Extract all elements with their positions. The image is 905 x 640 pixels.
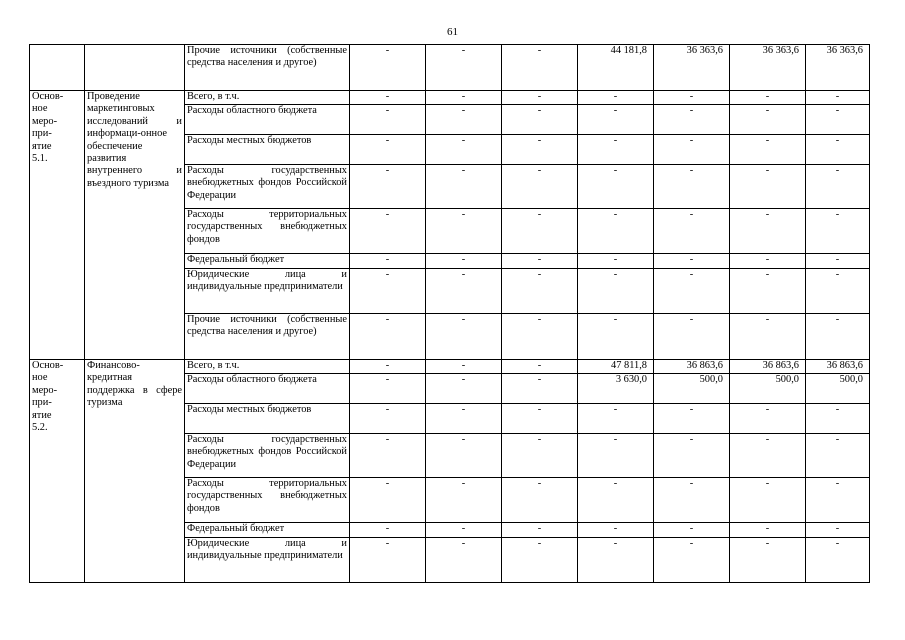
value-cell: - xyxy=(730,314,806,360)
value-cell: - xyxy=(426,269,502,314)
value-cell: - xyxy=(426,105,502,135)
value-cell: - xyxy=(654,404,730,434)
measure-cell xyxy=(30,45,85,91)
value-cell: - xyxy=(350,314,426,360)
value-cell: - xyxy=(806,478,870,523)
funding-source-cell: Расходы территориальных государственных внебюджетных фондов xyxy=(185,478,350,523)
value-cell: - xyxy=(426,478,502,523)
value-cell: - xyxy=(806,135,870,165)
value-cell: - xyxy=(654,165,730,209)
value-cell: - xyxy=(426,434,502,478)
value-cell: - xyxy=(502,254,578,269)
value-cell: - xyxy=(578,478,654,523)
value-cell: - xyxy=(730,434,806,478)
table-row xyxy=(30,45,870,91)
value-cell: - xyxy=(654,314,730,360)
value-cell: - xyxy=(654,478,730,523)
page-number: 61 xyxy=(447,26,458,38)
value-cell: - xyxy=(730,538,806,583)
funding-source-cell: Расходы местных бюджетов xyxy=(185,404,350,434)
value-cell: - xyxy=(502,538,578,583)
activity-name-cell: Финансово-кредитная поддержка в сфере туризма xyxy=(85,360,185,583)
value-cell: 500,0 xyxy=(730,374,806,404)
value-cell: 500,0 xyxy=(654,374,730,404)
value-cell: - xyxy=(502,434,578,478)
value-cell: - xyxy=(350,165,426,209)
funding-source-cell: Прочие источники (собственные средства населения и другое) xyxy=(185,45,350,91)
value-cell: - xyxy=(426,360,502,374)
value-cell: - xyxy=(426,374,502,404)
value-cell: - xyxy=(350,523,426,538)
value-cell: - xyxy=(730,269,806,314)
value-cell: 36 863,6 xyxy=(654,360,730,374)
value-cell: - xyxy=(654,269,730,314)
value-cell: - xyxy=(578,105,654,135)
funding-source-cell: Расходы государственных внебюджетных фондов Российской Федерации xyxy=(185,434,350,478)
table-body xyxy=(30,45,870,583)
funding-source-cell: Федеральный бюджет xyxy=(185,523,350,538)
funding-source-cell: Всего, в т.ч. xyxy=(185,91,350,105)
value-cell: - xyxy=(730,135,806,165)
value-cell: - xyxy=(350,538,426,583)
value-cell: - xyxy=(654,209,730,254)
value-cell: - xyxy=(654,538,730,583)
value-cell: - xyxy=(426,314,502,360)
value-cell: - xyxy=(730,254,806,269)
value-cell: - xyxy=(350,45,426,91)
value-cell: - xyxy=(578,91,654,105)
value-cell: - xyxy=(350,254,426,269)
value-cell: - xyxy=(502,45,578,91)
value-cell: - xyxy=(578,404,654,434)
value-cell: - xyxy=(654,434,730,478)
funding-source-cell: Прочие источники (собственные средства населения и другое) xyxy=(185,314,350,360)
value-cell: - xyxy=(426,45,502,91)
value-cell: 36 863,6 xyxy=(730,360,806,374)
value-cell: - xyxy=(578,523,654,538)
value-cell: 36 363,6 xyxy=(806,45,870,91)
value-cell: - xyxy=(502,360,578,374)
value-cell: - xyxy=(426,165,502,209)
funding-source-cell: Юридические лица и индивидуальные предприниматели xyxy=(185,538,350,583)
value-cell: - xyxy=(654,254,730,269)
value-cell: - xyxy=(502,404,578,434)
value-cell: 500,0 xyxy=(806,374,870,404)
value-cell: - xyxy=(426,404,502,434)
value-cell: - xyxy=(578,434,654,478)
value-cell: - xyxy=(502,314,578,360)
value-cell: - xyxy=(730,523,806,538)
value-cell: - xyxy=(578,209,654,254)
value-cell: - xyxy=(426,254,502,269)
value-cell: - xyxy=(350,269,426,314)
value-cell: 36 863,6 xyxy=(806,360,870,374)
value-cell: - xyxy=(806,523,870,538)
value-cell: - xyxy=(578,269,654,314)
funding-source-cell: Расходы областного бюджета xyxy=(185,374,350,404)
value-cell: - xyxy=(502,91,578,105)
value-cell: - xyxy=(806,434,870,478)
measure-cell: Основ- ное меро- при- ятие 5.1. xyxy=(30,91,85,360)
value-cell: - xyxy=(730,478,806,523)
value-cell: 3 630,0 xyxy=(578,374,654,404)
value-cell: - xyxy=(350,478,426,523)
activity-name-cell: Проведение маркетинговых исследований и информаци-онное обеспечение развития внутреннего и въездного туризма xyxy=(85,91,185,360)
value-cell: - xyxy=(578,135,654,165)
value-cell: - xyxy=(502,135,578,165)
value-cell: - xyxy=(502,165,578,209)
value-cell: - xyxy=(426,523,502,538)
value-cell: - xyxy=(502,105,578,135)
value-cell: 36 363,6 xyxy=(654,45,730,91)
funding-source-cell: Расходы территориальных государственных внебюджетных фондов xyxy=(185,209,350,254)
value-cell: - xyxy=(502,209,578,254)
value-cell: - xyxy=(654,91,730,105)
value-cell: - xyxy=(806,165,870,209)
value-cell: - xyxy=(654,105,730,135)
funding-source-cell: Всего, в т.ч. xyxy=(185,360,350,374)
value-cell: - xyxy=(502,523,578,538)
value-cell: - xyxy=(350,360,426,374)
funding-source-cell: Расходы государственных внебюджетных фондов Российской Федерации xyxy=(185,165,350,209)
value-cell: - xyxy=(578,165,654,209)
funding-source-cell: Расходы местных бюджетов xyxy=(185,135,350,165)
value-cell: - xyxy=(654,523,730,538)
value-cell: - xyxy=(654,135,730,165)
value-cell: - xyxy=(426,538,502,583)
value-cell: - xyxy=(806,105,870,135)
table-row xyxy=(30,91,870,105)
value-cell: - xyxy=(806,314,870,360)
value-cell: - xyxy=(350,105,426,135)
value-cell: - xyxy=(806,269,870,314)
value-cell: 44 181,8 xyxy=(578,45,654,91)
table-row xyxy=(30,360,870,374)
measure-cell: Основ- ное меро- при- ятие 5.2. xyxy=(30,360,85,583)
value-cell: - xyxy=(578,538,654,583)
value-cell: 36 363,6 xyxy=(730,45,806,91)
value-cell: - xyxy=(426,135,502,165)
value-cell: - xyxy=(730,105,806,135)
value-cell: - xyxy=(806,254,870,269)
value-cell: - xyxy=(806,404,870,434)
value-cell: - xyxy=(730,91,806,105)
value-cell: - xyxy=(502,269,578,314)
value-cell: - xyxy=(502,374,578,404)
value-cell: - xyxy=(730,404,806,434)
name-cell xyxy=(85,45,185,91)
value-cell: - xyxy=(350,434,426,478)
budget-table xyxy=(29,44,870,583)
value-cell: - xyxy=(350,374,426,404)
value-cell: - xyxy=(350,91,426,105)
funding-source-cell: Расходы областного бюджета xyxy=(185,105,350,135)
value-cell: 47 811,8 xyxy=(578,360,654,374)
value-cell: - xyxy=(806,91,870,105)
funding-source-cell: Федеральный бюджет xyxy=(185,254,350,269)
value-cell: - xyxy=(350,135,426,165)
value-cell: - xyxy=(730,165,806,209)
value-cell: - xyxy=(426,209,502,254)
value-cell: - xyxy=(578,314,654,360)
value-cell: - xyxy=(730,209,806,254)
value-cell: - xyxy=(350,209,426,254)
funding-source-cell: Юридические лица и индивидуальные предприниматели xyxy=(185,269,350,314)
value-cell: - xyxy=(350,404,426,434)
value-cell: - xyxy=(502,478,578,523)
value-cell: - xyxy=(806,538,870,583)
value-cell: - xyxy=(806,209,870,254)
value-cell: - xyxy=(578,254,654,269)
value-cell: - xyxy=(426,91,502,105)
